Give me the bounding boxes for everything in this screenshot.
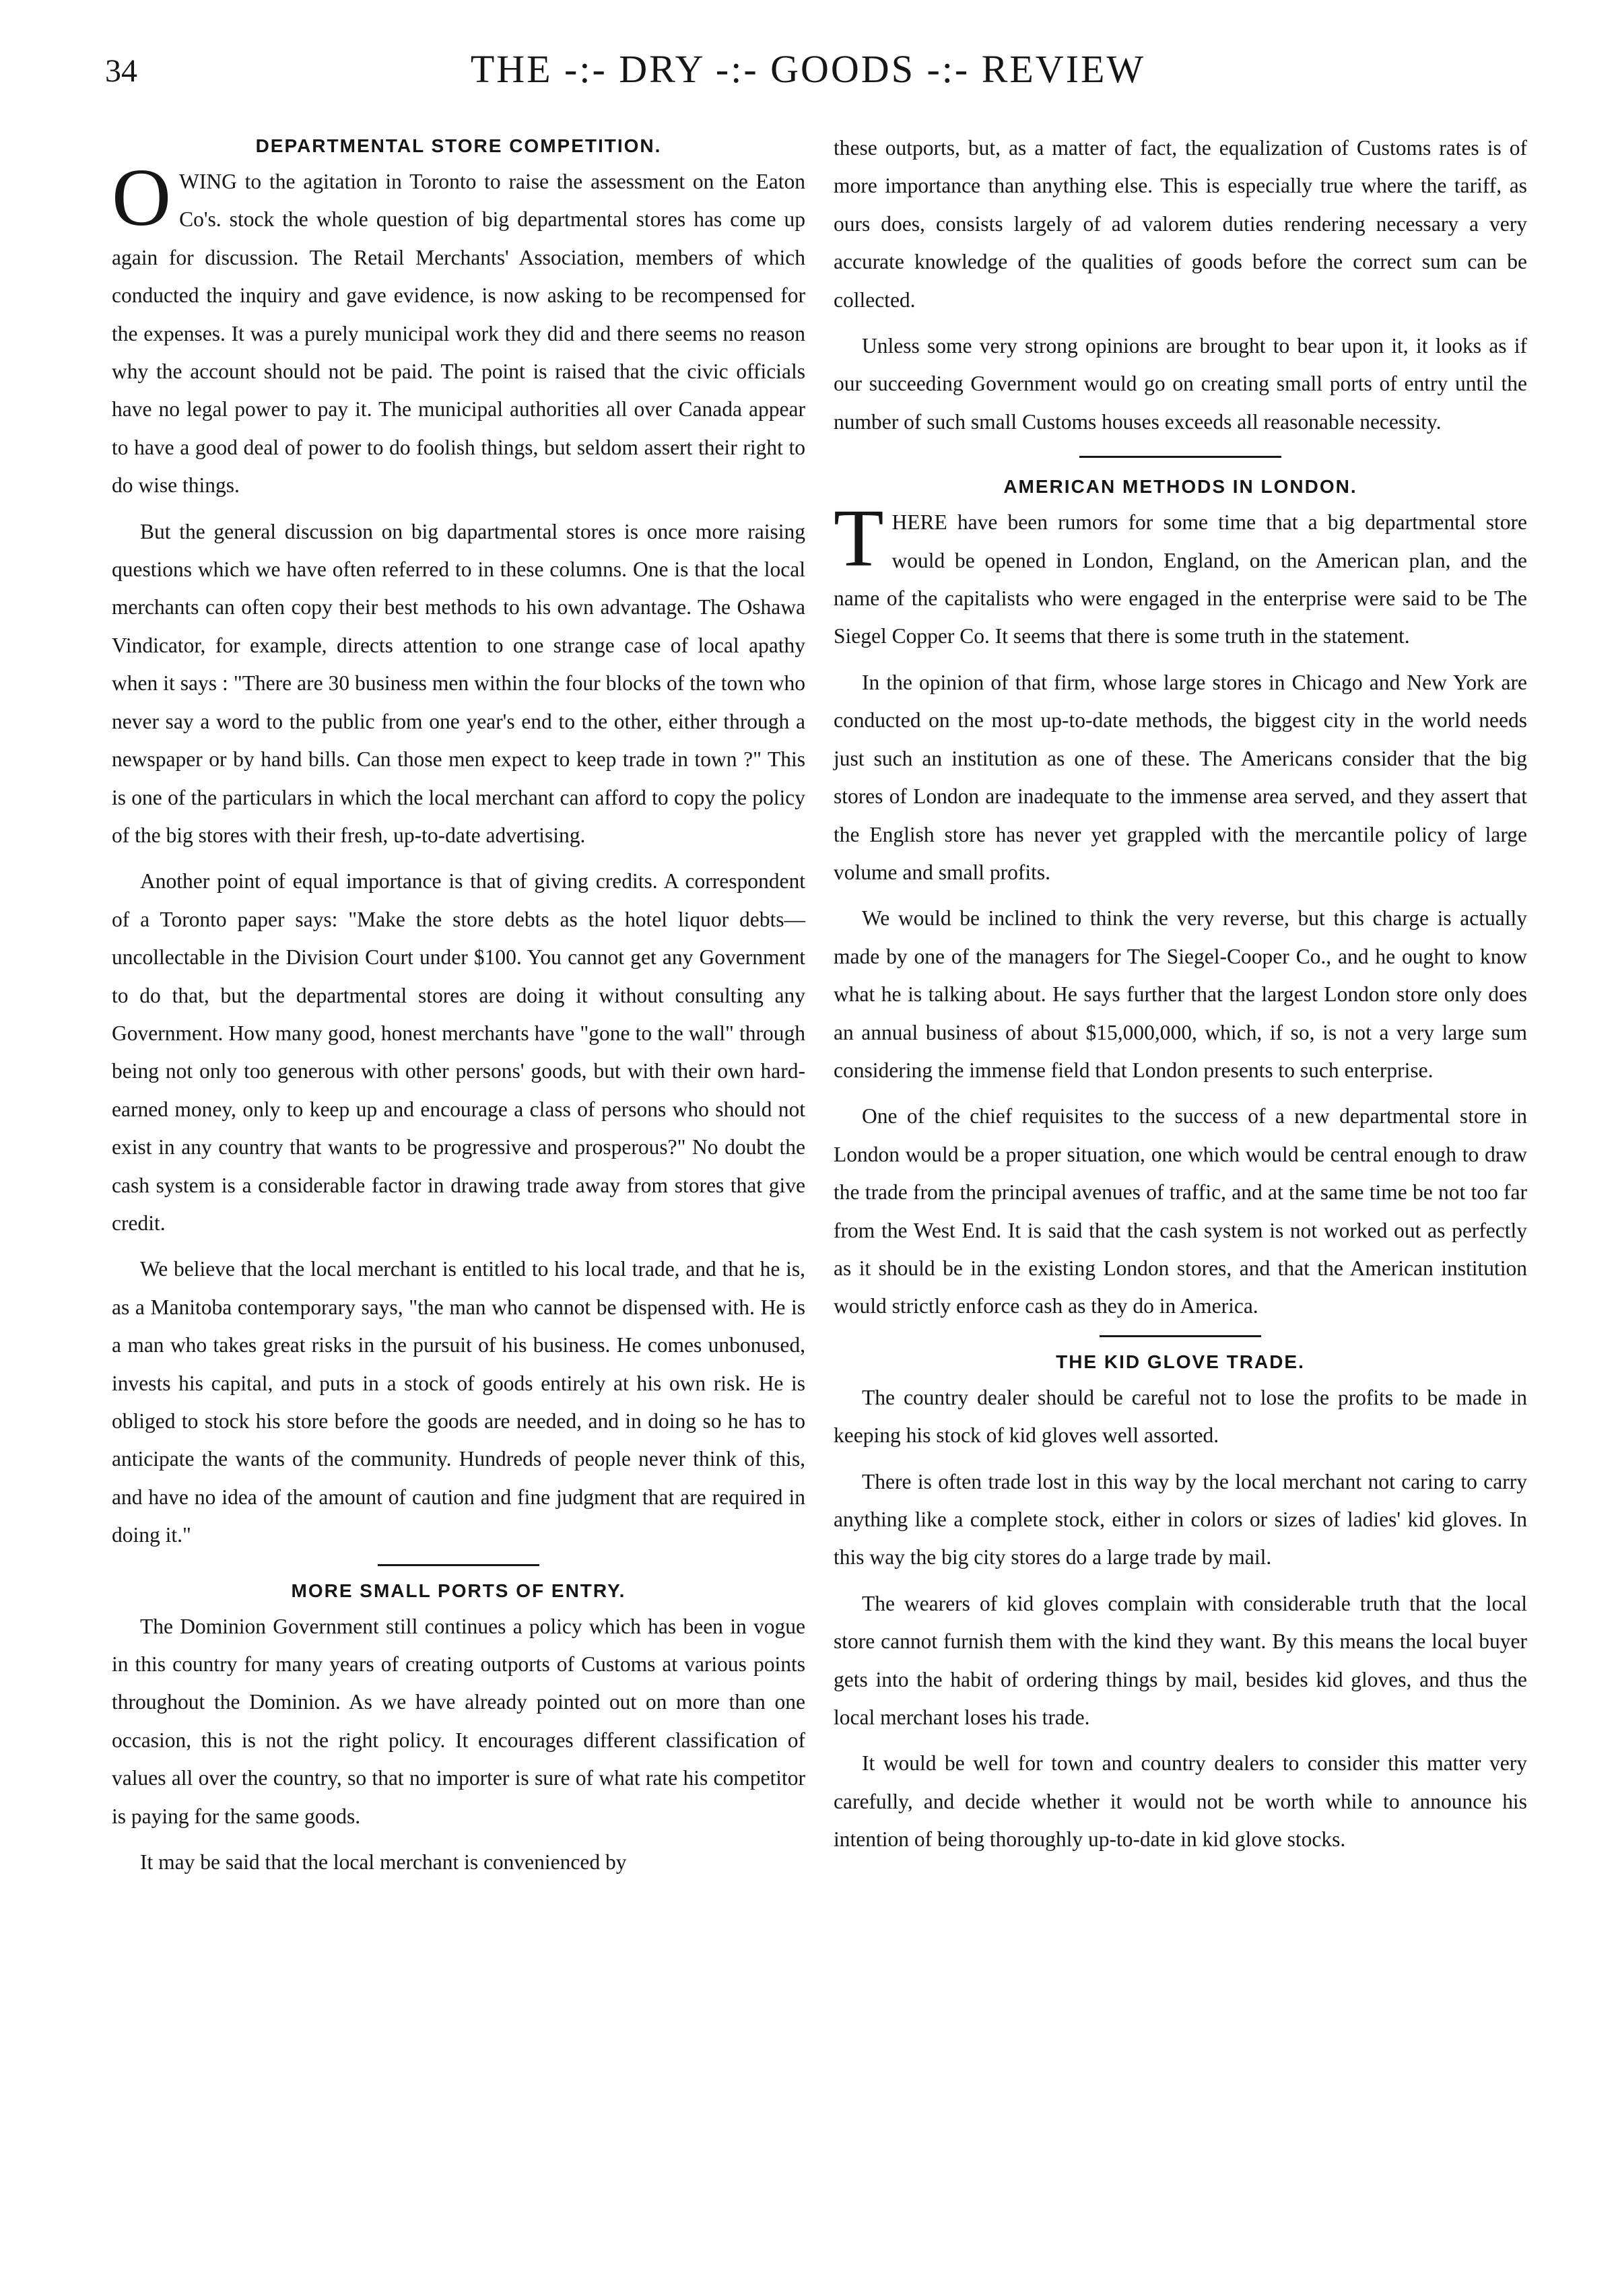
article-paragraph: We would be inclined to think the very reverse, but this charge is actually made by one of the managers for The Siegel-Cooper Co., and he ought to know what he is talking about. He says further that the largest London store only does an annual business of about $15,000,000, which, if so, is not a very large sum considering the immense field that London presents to such enterprise. [834, 906, 1527, 1082]
section-divider [1100, 1335, 1261, 1337]
drop-cap: T [834, 493, 884, 584]
article-departmental-store-competition [112, 129, 805, 1555]
article-paragraph: The Dominion Government still continues a policy which has been in vogue in this country for many years of creating outports of Customs at various points throughout the Dominion. As we have already pointed out on more than one occasion, this is not the right policy. It encourages different classification of values all over the country, so that no importer is sure of what rate his competitor is paying for the same goods. [112, 1614, 805, 1828]
article-paragraph: The wearers of kid gloves complain with considerable truth that the local store cannot furnish them with the kind they want. By this means the local buyer gets into the habit of ordering things by mail, besides kid gloves, and thus the local merchant loses his trade. [834, 1591, 1527, 1730]
right-column [834, 129, 1527, 1859]
article-paragraph: One of the chief requisites to the success of a new departmental store in London would be a proper situation, one which would be central enough to draw the trade from the principal avenues of traffic, and at the same time be not too far from the West End. It is said that the cash system is not worked out as perfectly as it should be in the existing London stores, and that the American institution would strictly enforce cash as they do in America. [834, 1104, 1527, 1318]
masthead-title: THE -:- DRY -:- GOODS -:- REVIEW [470, 47, 1146, 91]
paragraph-text: HERE have been rumors for some time that a big departmental store would be opened in London, England, on the American plan, and the name of the capitalists who were engaged in the enterprise were said to be The Siegel Copper Co. It seems that there is some truth in the statement. [834, 510, 1527, 648]
article-heading: MORE SMALL PORTS OF ENTRY. [291, 1580, 626, 1601]
section-divider [378, 1564, 539, 1566]
article-paragraph: It would be well for town and country dealers to consider this matter very carefully, and decide whether it would not be worth while to announce his intention of being thoroughly up-to-date in kid glove stocks. [834, 1751, 1527, 1852]
article-more-small-ports-of-entry [112, 1574, 805, 1882]
article-paragraph: Another point of equal importance is that of giving credits. A correspondent of a Toronto paper says: "Make the store debts as the hotel liquor debts—uncollectable in the Division Court under $100. You cannot get any Government to do that, but the departmental stores are doing it without consulting any Government. How many good, honest merchants have "gone to the wall" through being not only too generous with other persons' goods, but with their own hard-earned money, only to keep up and encourage a class of persons who should not exist in any country that wants to be progressive and prosperous?" No doubt the cash system is a considerable factor in drawing trade away from stores that give credit. [112, 869, 805, 1235]
article-paragraph: The country dealer should be careful not to lose the profits to be made in keeping his stock of kid gloves well assorted. [834, 1385, 1527, 1448]
article-heading: AMERICAN METHODS IN LONDON. [1003, 476, 1357, 498]
article-paragraph: It may be said that the local merchant is convenienced by [140, 1850, 627, 1875]
article-paragraph: In the opinion of that firm, whose large stores in Chicago and New York are conducted on the most up-to-date methods, the biggest city in the world needs just such an institution as one of these. The Americans consider that the big stores of London are inadequate to the immense area served, and they assert that the English store has never yet grappled with the mercantile policy of large volume and small profits. [834, 670, 1527, 884]
article-heading: THE KID GLOVE TRADE. [1056, 1351, 1305, 1372]
article-paragraph: We believe that the local merchant is entitled to his local trade, and that he is, as a Manitoba contemporary says, "the man who cannot be dispensed with. He is a man who takes great risks in the pursuit of his business. He comes unbonused, invests his capital, and puts in a stock of goods entirely at his own risk. He is obliged to stock his store before the goods are needed, and in doing so he has to anticipate the wants of the community. Hundreds of people never think of this, and have no idea of the amount of caution and fine judgment that are required in doing it." [112, 1257, 805, 1547]
section-divider [1079, 456, 1281, 458]
article-paragraph [112, 152, 805, 505]
article-paragraph-continued: these outports, but, as a matter of fact, the equalization of Customs rates is of more importance than anything else. This is especially true where the tariff, as ours does, consists largely of ad valorem duties rendering necessary a very accurate knowledge of the qualities of goods before the correct sum can be collected. [834, 136, 1527, 312]
article-kid-glove-trade [834, 1345, 1527, 1859]
page-number: 34 [105, 53, 137, 89]
article-heading: DEPARTMENTAL STORE COMPETITION. [255, 135, 662, 156]
article-american-methods-in-london [834, 470, 1527, 1326]
paragraph-text: WING to the agitation in Toronto to raise the assessment on the Eaton Co's. stock the whole question of big departmental stores has come up again for discussion. The Retail Merchants' Association, members of which conducted the inquiry and gave evidence, is now asking to be recompensed for the expenses. It was a purely municipal work they did and there seems no reason why the account should not be paid. The point is raised that the civic officials have no legal power to pay it. The municipal authorities all over Canada appear to have a good deal of power to do foolish things, but seldom assert their right to do wise things. [112, 170, 805, 498]
article-paragraph: Unless some very strong opinions are brought to bear upon it, it looks as if our succeeding Government would go on creating small ports of entry until the number of such small Customs houses exceeds all reasonable necessity. [834, 334, 1527, 434]
article-paragraph: But the general discussion on big dapartmental stores is once more raising questions which we have often referred to in these columns. One is that the local merchants can often copy their best methods to his own advantage. The Oshawa Vindicator, for example, directs attention to one strange case of local apathy when it says : "There are 30 business men within the four blocks of the town who never say a word to the public from one year's end to the other, either through a newspaper or by hand bills. Can those men expect to keep trade in town ?" This is one of the particulars in which the local merchant can afford to copy the policy of the big stores with their fresh, up-to-date advertising. [112, 519, 805, 847]
drop-cap: O [112, 152, 172, 243]
article-paragraph: There is often trade lost in this way by the local merchant not caring to carry anything like a complete stock, either in colors or sizes of ladies' kid gloves. In this way the big city stores do a large trade by mail. [834, 1469, 1527, 1569]
left-column [112, 129, 805, 1881]
article-paragraph [834, 493, 1527, 656]
